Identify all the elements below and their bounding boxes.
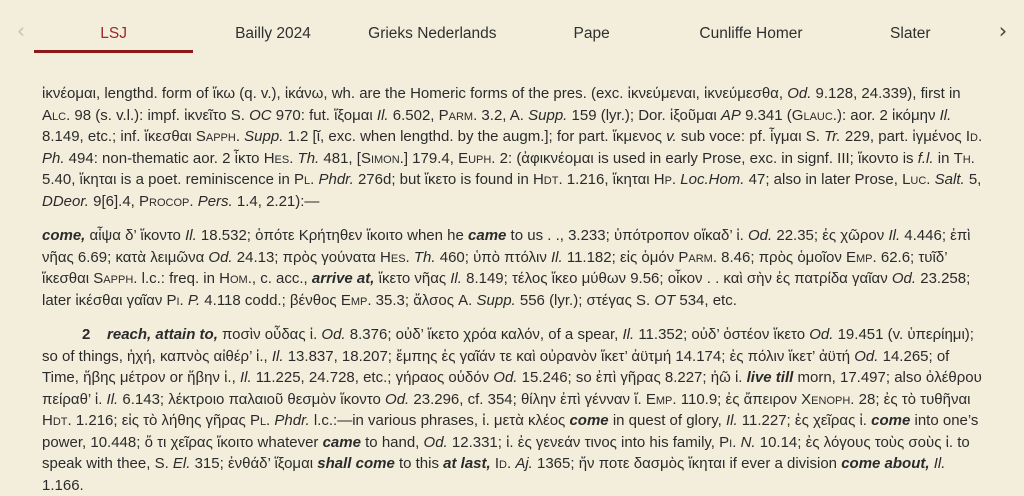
text-segment: Emp. (340, 291, 372, 309)
text-segment: 13.837, 18.207; ἔμπης ἐς γαῖάν τε καὶ οὐρανὸν ἵκετ’ ἀϋτμή 14.174; ἐς πόλιν ἵκετ’ ἀϋτή (283, 347, 855, 365)
tab-bailly-2024[interactable]: Bailly 2024 (235, 24, 311, 42)
text-segment: Loc.Hom. (680, 171, 745, 188)
text-segment: Sapph. (93, 270, 138, 287)
text-segment: Emp. (645, 390, 677, 408)
text-segment: into one’s power, 10.448; ὅ τι χεῖρας ἵκοιτο whatever (42, 412, 979, 451)
text-segment: Simon. (360, 149, 404, 167)
text-segment: came (468, 227, 507, 244)
text-segment: OT (654, 291, 676, 309)
text-segment: 315; ἐνθάδ’ ἵξομαι (190, 455, 318, 472)
text-segment: 481, [ (319, 149, 361, 167)
text-segment: 1.216; εἰς τὸ λήθης γῆρας (71, 412, 250, 429)
text-segment: Tr. (824, 128, 841, 145)
tabs-container (34, 0, 990, 62)
text-segment: 534, etc. (675, 291, 737, 309)
text-segment: ποσὶν οὖδας ἱ. (217, 326, 322, 343)
text-segment: N. (740, 433, 756, 451)
text-segment: 9.128, 24.339), first in (811, 85, 961, 102)
text-segment: ): aor. 2 ἱκόμην (836, 106, 940, 124)
text-segment: AP (720, 106, 741, 124)
text-segment: at last, (443, 455, 491, 472)
text-segment: morn, 17.497; also ὀλέθρου πείραθ’ ἱ. (42, 369, 982, 408)
text-segment: Aj. (515, 455, 533, 472)
text-segment: Od. (208, 248, 233, 266)
entry-paragraph (42, 324, 985, 496)
text-segment: come (569, 412, 609, 429)
text-segment: Supp. (244, 128, 284, 145)
text-segment: come about, (841, 455, 930, 472)
text-segment: 14.265; of Time, ἥβης μέτρον or ἥβην ἱ., (42, 347, 950, 386)
text-segment: αἶψα δ’ ἵκοντο (85, 227, 186, 244)
text-segment: El. (172, 455, 191, 472)
text-segment: Glauc. (791, 106, 837, 124)
text-segment: Od. (423, 433, 448, 451)
text-segment: 494: non-thematic aor. 2 ἷκτο (64, 149, 264, 167)
text-segment: 98 (s. v.l.): impf. ἱκνεῖτο S. (70, 106, 250, 124)
text-segment: 2 (82, 326, 91, 343)
text-segment (90, 326, 107, 343)
text-segment: 47; also in later Prose, (744, 171, 903, 188)
tab-pape[interactable]: Pape (573, 24, 610, 42)
text-segment: Pl. (294, 171, 315, 188)
text-segment: Pi. (719, 433, 737, 451)
text-segment: 276d; but ἵκετο is found in (353, 171, 533, 188)
text-segment: Supp. (476, 291, 516, 309)
text-segment: Phdr. (318, 171, 354, 188)
text-segment: Pl. (249, 412, 271, 429)
text-segment: Emp. (846, 248, 877, 266)
text-segment: Il. (271, 347, 284, 365)
text-segment: Hdt. (42, 412, 72, 429)
text-segment: came (322, 433, 361, 451)
text-segment: 5, (964, 171, 982, 188)
text-segment: 6.143; λέκτροιο παλαιοῦ θεσμὸν ἵκοντο (118, 390, 386, 408)
text-segment: Od. (748, 227, 773, 244)
text-segment: to hand, (360, 433, 424, 451)
text-segment: 22.35; ἐς χῶρον (772, 227, 889, 244)
text-segment: ἱκνέομαι, lengthd. form of ἵκω (q. v.), ἱκάνω, wh. are the Homeric forms of the pres. (exc. ἱκνεύμεναι, ἱκνεύμεσθα, (42, 85, 788, 102)
text-segment: 8.46; πρὸς ὁμοῖον (717, 248, 846, 266)
tab-slater[interactable]: Slater (890, 24, 931, 42)
text-segment: 24.13; πρὸς γούνατα (232, 248, 381, 266)
text-segment: in (933, 149, 954, 167)
text-segment: come, (42, 227, 86, 244)
text-segment: Il. (239, 369, 252, 386)
text-segment: 11.352; οὐδ’ ὀστέον ἵκετο (634, 326, 810, 343)
text-segment: 11.227; ἐς χεῖρας ἱ. (737, 412, 872, 429)
text-segment: Id. (965, 128, 983, 145)
text-segment: Pers. (197, 192, 233, 210)
text-segment: ἵκετο νῆας (374, 270, 451, 287)
text-segment: 23.258; later ἱκέσθαι γαῖαν (42, 270, 971, 309)
text-segment: 3.2, A. (477, 106, 529, 124)
lexicon-tab-bar (0, 0, 1024, 62)
text-segment: 1365; ἤν ποτε δασμὸς ἵκηται if ever a division (532, 455, 842, 472)
text-segment: Luc. (902, 171, 931, 188)
text-segment: 35.3; ἄλσος A. (371, 291, 477, 309)
dictionary-entry-body (0, 62, 1024, 496)
text-segment: Il. (725, 412, 738, 429)
text-segment: l.c.: freq. in (137, 270, 220, 287)
text-segment: ] 179.4, (403, 149, 459, 167)
text-segment: 110.9; ἐς ἄπειρον (676, 390, 802, 408)
text-segment: Supp. (528, 106, 568, 124)
text-segment: 1.166. (42, 476, 84, 494)
text-segment: Il. (939, 106, 952, 124)
text-segment: Il. (888, 227, 901, 244)
text-segment: 11.182; εἰς ὁμόν (562, 248, 679, 266)
text-segment: 23.296, cf. 354; θίλην ἐπὶ γένναν ἵ. (409, 390, 646, 408)
text-segment: shall come (317, 455, 395, 472)
text-segment: 4.118 codd.; βένθος (200, 291, 341, 309)
text-segment: Ph. (42, 149, 65, 167)
text-segment: Salt. (934, 171, 965, 188)
text-segment: 556 (lyr.); στέγας S. (515, 291, 655, 309)
text-segment: 9[6].4, (88, 192, 140, 210)
text-segment: Hes. (380, 248, 410, 266)
text-segment: Th. (953, 149, 975, 167)
text-segment: Od. (854, 347, 879, 365)
text-segment: Parm. (438, 106, 478, 124)
text-segment: 1.2 [ῐ, exc. when lengthd. by the augm.]; for part. ἵκμενος (283, 128, 667, 145)
text-segment: to us . ., 3.233; ὑπότροπον οἴκαδ’ ἱ. (506, 227, 748, 244)
text-segment: live till (746, 369, 794, 386)
text-segment: 10.14; ἐς λόγους τοὺς σοὺς ἱ. to speak with thee, S. (42, 433, 970, 472)
text-segment: Procop. (139, 192, 194, 210)
text-segment: Parm. (678, 248, 717, 266)
tab-grieks-nederlands[interactable]: Grieks Nederlands (368, 24, 497, 42)
text-segment: Od. (321, 326, 346, 343)
text-segment: Th. (413, 248, 436, 266)
entry-paragraph (42, 83, 985, 212)
chevron-left-icon[interactable]: ‹ (16, 18, 26, 43)
text-segment: , c. acc., (251, 270, 312, 287)
text-segment: 2: (ἀφικνέομαι is used in early Prose, exc. in signf. III; ἵκοντο is (495, 149, 918, 167)
text-segment: 4.446; ἐπὶ νῆας 6.69; κατὰ λειμῶνα (42, 227, 971, 266)
text-segment: Hp. (653, 171, 677, 188)
text-segment: 11.225, 24.728, etc.; γήραος οὐδόν (251, 369, 494, 386)
text-segment: Hom. (219, 270, 252, 287)
text-segment: l.c.:—in various phrases, ἱ. μετὰ κλέος (309, 412, 570, 429)
text-segment: Xenoph. (801, 390, 855, 408)
text-segment: Il. (450, 270, 462, 287)
text-segment: reach, attain to, (107, 326, 218, 343)
text-segment: 159 (lyr.); Dor. ἱξοῦμαι (567, 106, 721, 124)
text-segment: 8.149, etc.; inf. ἵκεσθαι (42, 128, 196, 145)
text-segment: Th. (297, 149, 320, 167)
text-segment: Od. (493, 369, 518, 386)
text-segment: 12.331; ἱ. ἐς γενεάν τινος into his family, (447, 433, 720, 451)
text-segment: 5.40, ἵκηται is a poet. reminiscence in (42, 171, 295, 188)
text-segment: Od. (809, 326, 834, 343)
text-segment: Phdr. (274, 412, 310, 429)
text-segment: 970: fut. ἵξομαι (271, 106, 377, 124)
text-segment: 9.341 ( (740, 106, 792, 124)
text-segment: 1.4, 2.21):— (232, 192, 320, 210)
text-segment: sub voce: pf. ἷγμαι S. (676, 128, 825, 145)
text-segment: Hes. (263, 149, 294, 167)
text-segment: Il. (376, 106, 389, 124)
text-segment: v. (666, 128, 677, 145)
text-segment: Alc. (42, 106, 71, 124)
text-segment: to this (394, 455, 444, 472)
text-segment: 460; ὑπὸ πτόλιν (435, 248, 552, 266)
text-segment: Il. (622, 326, 635, 343)
text-segment: come (871, 412, 911, 429)
text-segment: Il. (106, 390, 119, 408)
text-segment: Sapph. (195, 128, 240, 145)
text-segment: P. (187, 291, 201, 309)
text-segment: 19.451 (v. ὑπερίημι); so of things, ἠχή, καπνὸς αἰθέρ’ ἱ., (42, 326, 974, 365)
text-segment: Il. (933, 455, 946, 472)
tab-cunliffe-homer[interactable]: Cunliffe Homer (699, 24, 803, 42)
text-segment: Il. (185, 227, 197, 244)
text-segment: f.l. (917, 149, 934, 167)
text-segment: Pi. (166, 291, 184, 309)
entry-paragraph (42, 225, 985, 311)
text-segment: 28; ἐς τὸ τυθῆναι (854, 390, 971, 408)
chevron-right-icon[interactable]: › (998, 18, 1008, 43)
text-segment: 1.216, ἵκηται (562, 171, 654, 188)
text-segment: 229, part. ἱγμένος (840, 128, 966, 145)
text-segment: Od. (385, 390, 410, 408)
text-segment: 15.246; so ἐπὶ γῆρας 8.227; ἠῶ ἱ. (517, 369, 747, 386)
text-segment: Id. (494, 455, 512, 472)
text-segment: arrive at, (311, 270, 375, 287)
text-segment: Od. (891, 270, 917, 287)
text-segment: 8.149; τέλος ἵκεο μύθων 9.56; οἶκον . . καὶ σὴν ἐς πατρίδα γαῖαν (461, 270, 892, 287)
text-segment: Od. (787, 85, 812, 102)
text-segment: 6.502, (388, 106, 439, 124)
text-segment: DDeor. (42, 192, 89, 210)
text-segment: Hdt. (532, 171, 563, 188)
text-segment: 18.532; ὁπότε Κρήτηθεν ἵκοιτο when he (196, 227, 469, 244)
tab-lsj[interactable]: LSJ (34, 10, 193, 53)
text-segment: in quest of glory, (608, 412, 726, 429)
text-segment: 8.376; οὐδ’ ἵκετο χρόα καλόν, of a spear, (345, 326, 623, 343)
text-segment: Il. (551, 248, 563, 266)
text-segment: Euph. (458, 149, 496, 167)
text-segment: 62.6; τυῖδ’ ἵκεσθαι (42, 248, 947, 287)
text-segment: OC (249, 106, 272, 124)
